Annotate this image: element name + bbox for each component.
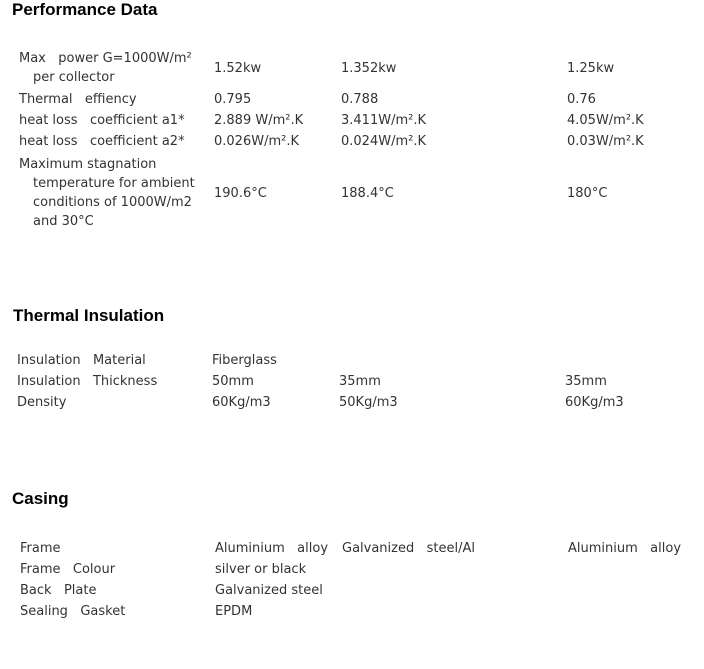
back-plate-label: Back Plate [20, 583, 97, 598]
max-power-label [19, 49, 192, 87]
insulation-thickness-label: Insulation Thickness [17, 374, 158, 389]
frame-value-3: Aluminium alloy [568, 541, 682, 556]
heat-loss-a1-value-2: 3.411W/m².K [341, 113, 426, 128]
insulation-material-label: Insulation Material [17, 353, 146, 368]
frame-value-2: Galvanized steel/Al [342, 541, 475, 556]
thermal-efficiency-value-3: 0.76 [567, 92, 596, 107]
frame-colour-label: Frame Colour [20, 562, 116, 577]
frame-label: Frame [20, 541, 61, 556]
thermal-efficiency-value-1: 0.795 [214, 92, 252, 107]
density-value-2: 50Kg/m3 [339, 395, 398, 410]
heat-loss-a2-label: heat loss coefficient a2* [19, 134, 185, 149]
frame-colour-value-1: silver or black [215, 562, 307, 577]
performance-data-heading: Performance Data [12, 0, 158, 19]
max-power-value-3: 1.25kw [567, 61, 615, 76]
heat-loss-a1-label: heat loss coefficient a1* [19, 113, 185, 128]
heat-loss-a1-value-3: 4.05W/m².K [567, 113, 644, 128]
density-label: Density [17, 395, 67, 410]
stagnation-value-2: 188.4°C [341, 186, 394, 201]
stagnation-label-line4: and 30°C [33, 214, 94, 229]
max-power-value-2: 1.352kw [341, 61, 397, 76]
density-value-1: 60Kg/m3 [212, 395, 271, 410]
stagnation-label [19, 155, 195, 231]
max-power-label-line1: Max power G=1000W/m² [19, 51, 192, 66]
stagnation-value-3: 180°C [567, 186, 608, 201]
sealing-gasket-label: Sealing Gasket [20, 604, 126, 619]
casing-heading: Casing [12, 489, 69, 508]
insulation-material-value-1: Fiberglass [212, 353, 277, 368]
frame-value-1: Aluminium alloy [215, 541, 329, 556]
thermal-insulation-heading: Thermal Insulation [13, 306, 165, 325]
stagnation-label-line2: temperature for ambient [33, 176, 195, 191]
thermal-efficiency-label: Thermal effiency [19, 92, 137, 107]
back-plate-value-1: Galvanized steel [215, 583, 323, 598]
heat-loss-a2-value-2: 0.024W/m².K [341, 134, 426, 149]
heat-loss-a1-value-1: 2.889 W/m².K [214, 113, 304, 128]
stagnation-value-1: 190.6°C [214, 186, 267, 201]
sealing-gasket-value-1: EPDM [215, 604, 253, 619]
heat-loss-a2-value-3: 0.03W/m².K [567, 134, 644, 149]
max-power-value-1: 1.52kw [214, 61, 262, 76]
density-value-3: 60Kg/m3 [565, 395, 624, 410]
stagnation-label-line3: conditions of 1000W/m2 [33, 195, 192, 210]
stagnation-label-line1: Maximum stagnation [19, 157, 157, 172]
thermal-efficiency-value-2: 0.788 [341, 92, 379, 107]
insulation-thickness-value-2: 35mm [339, 374, 381, 389]
heat-loss-a2-value-1: 0.026W/m².K [214, 134, 299, 149]
insulation-thickness-value-3: 35mm [565, 374, 607, 389]
max-power-label-line2: per collector [33, 70, 115, 85]
insulation-thickness-value-1: 50mm [212, 374, 254, 389]
